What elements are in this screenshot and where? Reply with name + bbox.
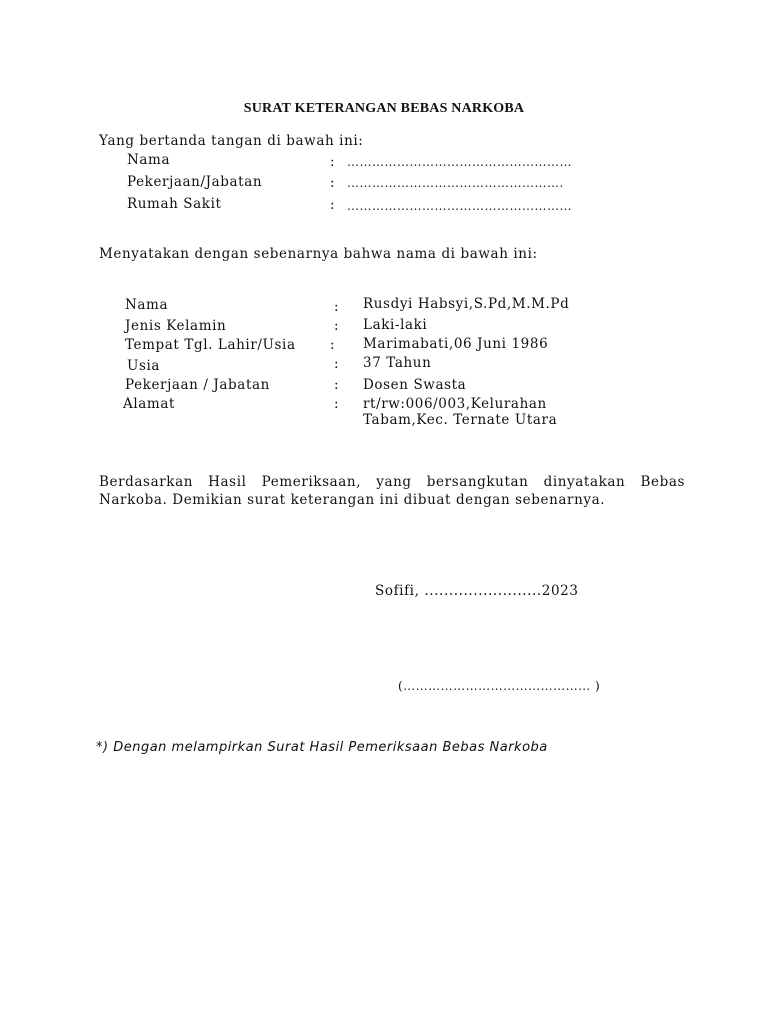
- signer-name-colon: :: [330, 154, 336, 170]
- subject-job-label: Pekerjaan / Jabatan: [125, 377, 270, 393]
- place-date: Sofifi, ........................2023: [375, 583, 579, 599]
- statement-text: Menyatakan dengan sebenarnya bahwa nama di bawah ini:: [99, 246, 538, 262]
- intro-text: Yang bertanda tangan di bawah ini:: [99, 133, 364, 149]
- signer-hospital-value: ………………………………………………: [347, 199, 572, 213]
- signer-name-value: ………………………………………………: [347, 155, 572, 169]
- subject-gender-value: Laki-laki: [363, 317, 428, 333]
- subject-gender-label: Jenis Kelamin: [125, 318, 227, 334]
- document-title: SURAT KETERANGAN BEBAS NARKOBA: [243, 101, 525, 116]
- footnote: *) Dengan melampirkan Surat Hasil Pemeriksaan Bebas Narkoba: [96, 740, 548, 755]
- subject-address-colon: :: [334, 396, 340, 412]
- subject-job-colon: :: [334, 377, 340, 393]
- subject-age-colon: :: [334, 356, 340, 372]
- subject-gender-colon: :: [334, 318, 340, 334]
- subject-age-label: Usia: [127, 358, 161, 374]
- subject-address-value-line2: Tabam,Kec. Ternate Utara: [363, 412, 558, 428]
- signer-position-value: …………………………………………….: [347, 176, 564, 190]
- conclusion-paragraph: Berdasarkan Hasil Pemeriksaan, yang bersangkutan dinyatakan Bebas Narkoba. Demikian surat keterangan ini dibuat dengan sebenarnya.: [99, 474, 685, 508]
- signature-line: (……………………………………… ): [398, 679, 601, 693]
- subject-birth-value: Marimabati,06 Juni 1986: [363, 336, 549, 352]
- signer-hospital-label: Rumah Sakit: [127, 196, 222, 212]
- signer-name-label: Nama: [127, 152, 171, 168]
- subject-birth-colon: :: [330, 337, 336, 353]
- subject-birth-label: Tempat Tgl. Lahir/Usia: [125, 337, 296, 353]
- subject-job-value: Dosen Swasta: [363, 377, 467, 393]
- subject-name-value: Rusdyi Habsyi,S.Pd,M.M.Pd: [363, 296, 570, 312]
- subject-address-label: Alamat: [123, 396, 175, 412]
- subject-age-value: 37 Tahun: [363, 355, 432, 371]
- subject-name-label: Nama: [125, 297, 169, 313]
- signer-position-label: Pekerjaan/Jabatan: [127, 174, 263, 190]
- signer-position-colon: :: [330, 175, 336, 191]
- subject-name-colon: :: [334, 299, 340, 315]
- subject-address-value: rt/rw:006/003,Kelurahan: [363, 396, 547, 412]
- signer-hospital-colon: :: [330, 197, 336, 213]
